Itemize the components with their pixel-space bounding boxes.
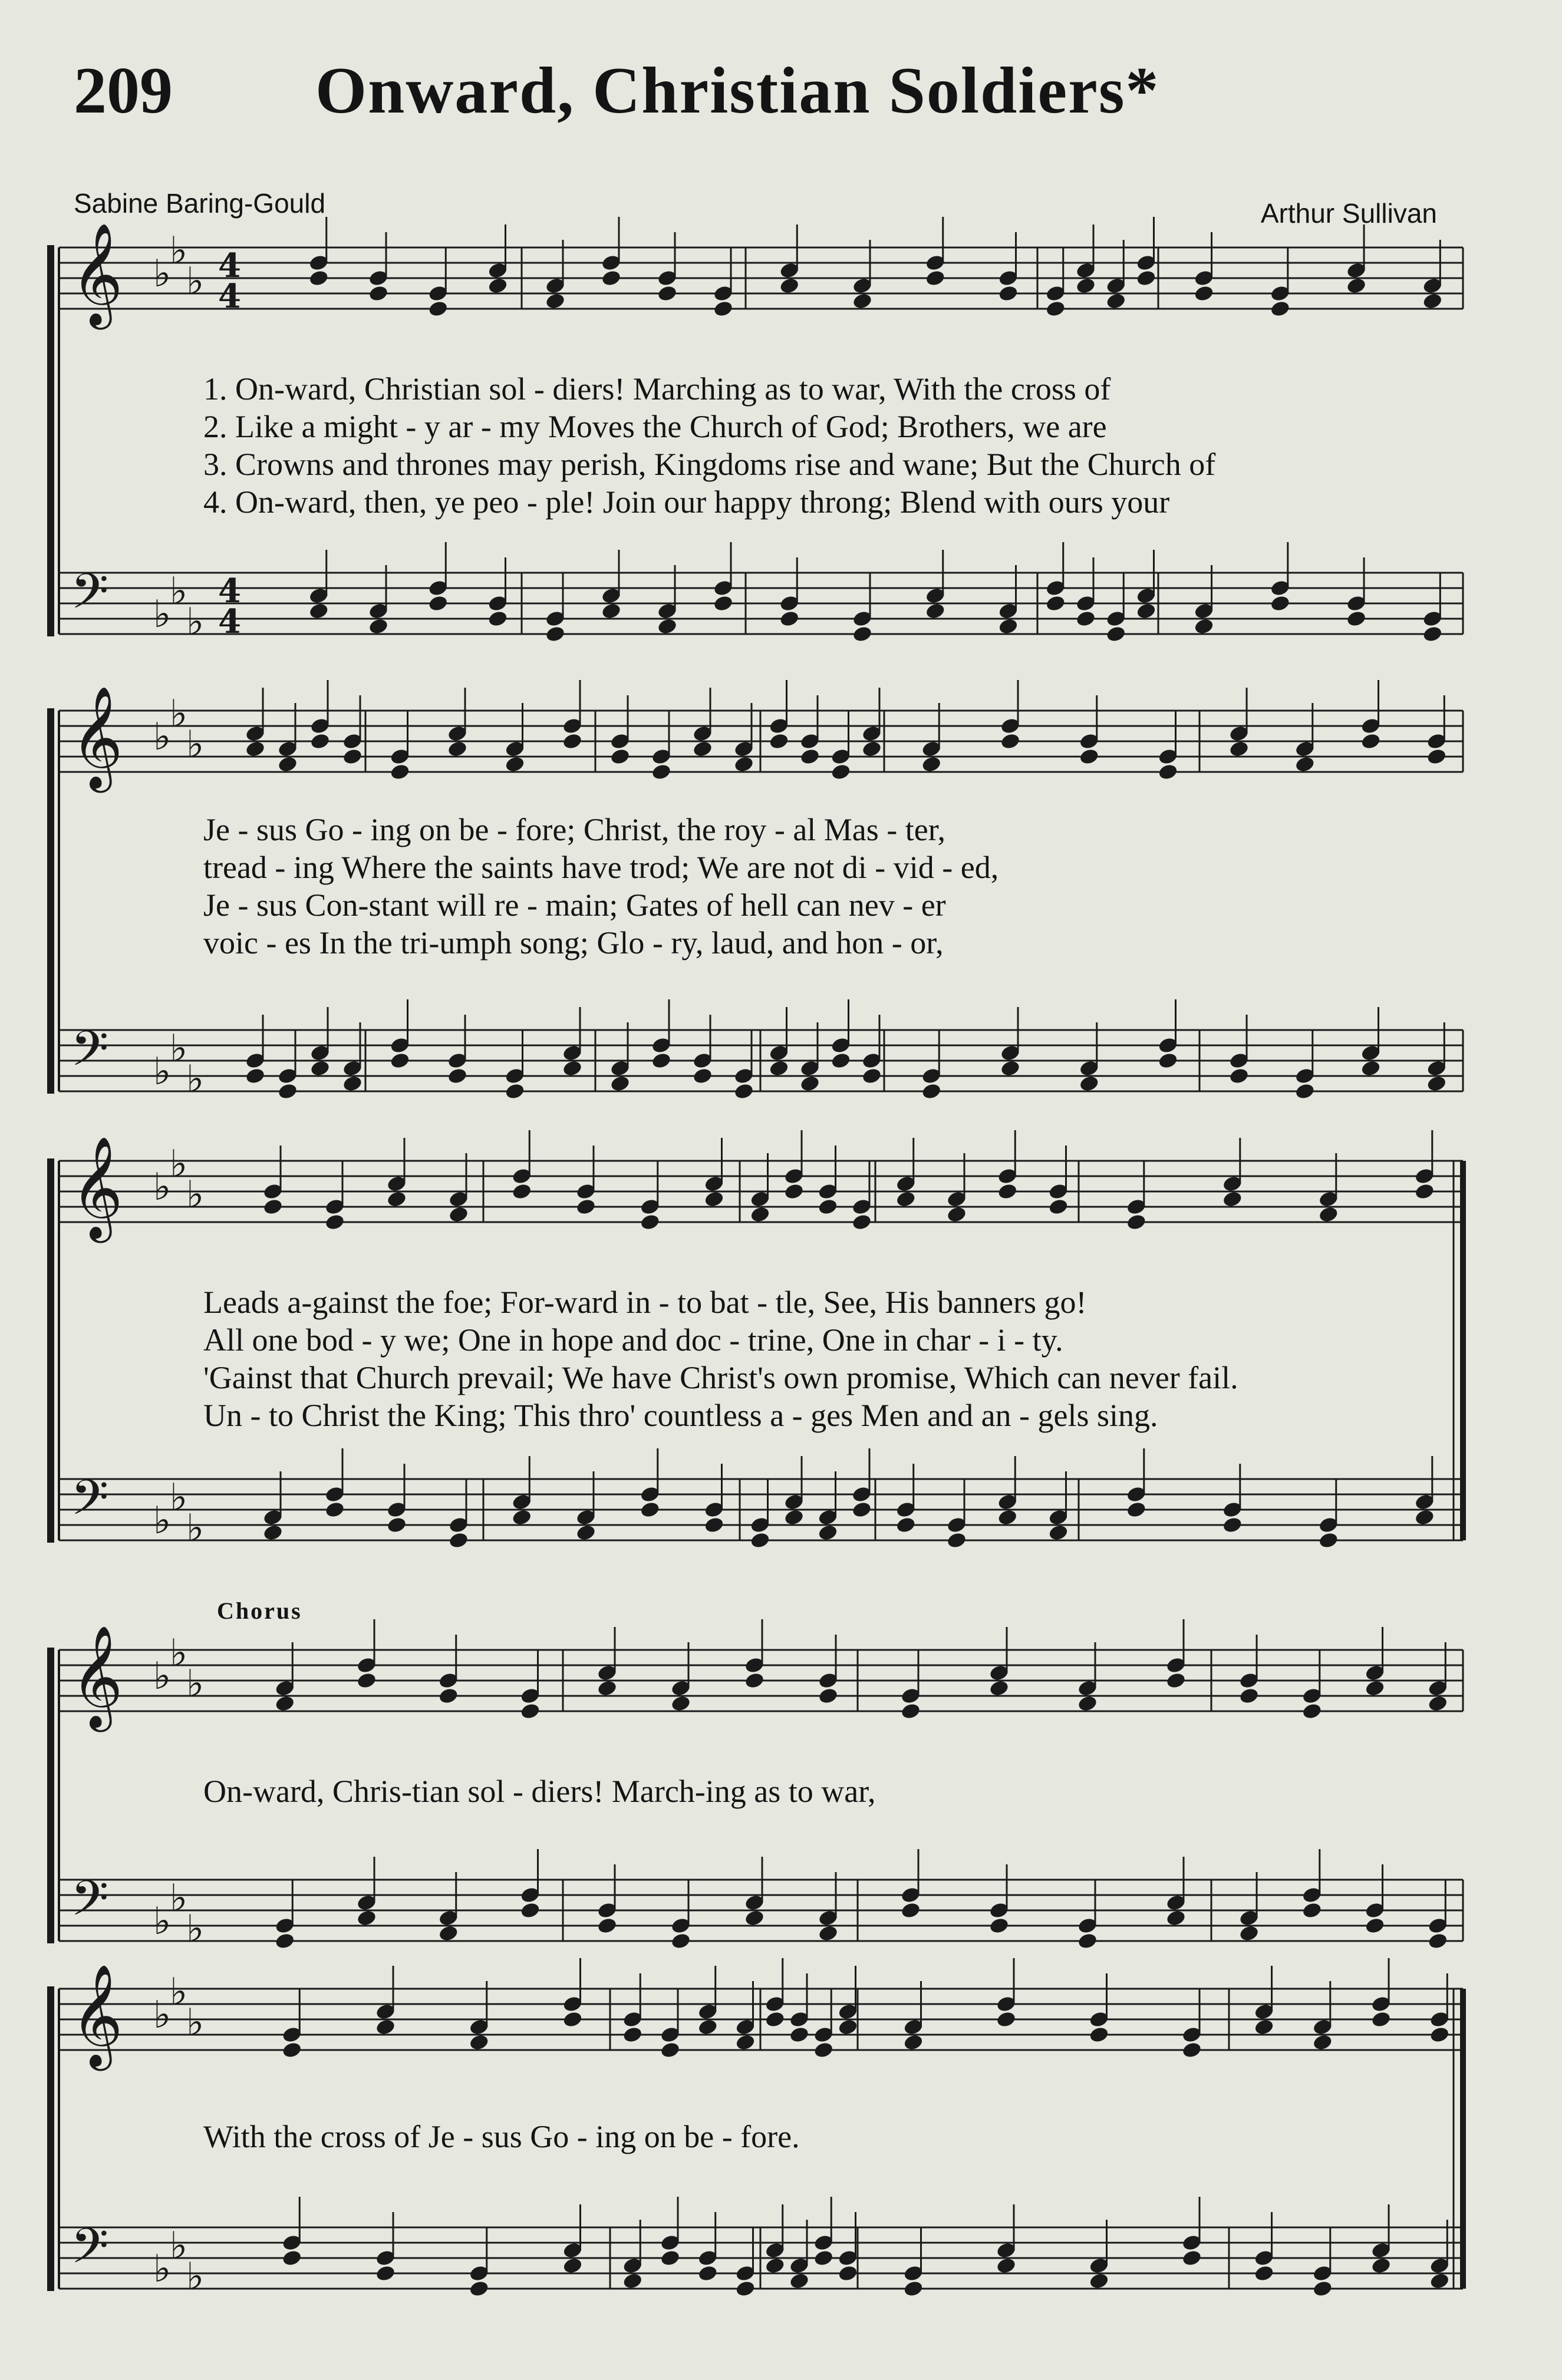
note-head: [622, 2026, 643, 2044]
note-head: [356, 1909, 377, 1927]
note-head: [735, 2280, 756, 2298]
time-signature: 4: [218, 572, 241, 610]
flat-icon: ♭: [170, 2224, 188, 2268]
note-head: [1000, 732, 1021, 751]
note-head: [750, 1531, 771, 1550]
flat-icon: ♭: [170, 1970, 188, 2014]
verse-line: 3. Crowns and thrones may perish, Kingdoms rise and wane; But the Church of: [203, 447, 1216, 482]
note-head: [1075, 277, 1096, 295]
note-head: [900, 1702, 921, 1721]
flat-icon: ♭: [186, 1173, 205, 1217]
chorus-label: Chorus: [217, 1597, 302, 1624]
note-head: [1427, 1932, 1448, 1950]
verse-line: 1. On-ward, Christian sol - diers! Marching as to war, With the cross of: [203, 371, 1111, 407]
note-head: [704, 1190, 725, 1209]
composer-credit: Arthur Sullivan: [1260, 198, 1437, 229]
note-head: [1136, 269, 1157, 288]
flat-icon: ♭: [153, 1499, 172, 1543]
note-head: [622, 2272, 643, 2290]
author-credit: Sabine Baring-Gould: [74, 188, 326, 219]
note-head: [1105, 625, 1126, 643]
flat-icon: ♭: [186, 2255, 205, 2299]
note-head: [713, 595, 734, 613]
hymn-number: 209: [74, 54, 173, 127]
note-head: [998, 285, 1019, 303]
note-head: [277, 755, 298, 774]
note-head: [697, 2018, 719, 2036]
note-head: [427, 300, 449, 318]
verse-line: 2. Like a might - y ar - my Moves the Church of God; Brothers, we are: [203, 409, 1107, 444]
note-head: [609, 1075, 631, 1093]
note-head: [831, 1052, 852, 1070]
note-head: [1222, 1190, 1243, 1209]
note-head: [813, 2249, 834, 2267]
note-head: [921, 1082, 942, 1101]
flat-icon: ♭: [153, 1655, 172, 1698]
flat-icon: ♭: [170, 1143, 188, 1186]
note-head: [1370, 2257, 1392, 2275]
flat-icon: ♭: [170, 1877, 188, 1920]
note-head: [597, 1679, 618, 1698]
note-head: [520, 1902, 541, 1920]
note-head: [274, 1695, 295, 1713]
note-head: [1318, 1531, 1339, 1550]
note-head: [946, 1206, 967, 1224]
note-head: [505, 755, 526, 774]
note-head: [895, 1190, 917, 1209]
note-head: [799, 748, 820, 766]
note-head: [697, 2265, 719, 2283]
note-head: [660, 2249, 681, 2267]
note-head: [818, 1198, 839, 1216]
note-head: [851, 1501, 872, 1519]
note-head: [342, 1075, 363, 1093]
note-head: [1000, 1059, 1021, 1078]
note-head: [562, 2011, 584, 2029]
time-signature: 4: [218, 602, 241, 641]
note-head: [1045, 300, 1066, 318]
note-head: [1181, 2249, 1202, 2267]
note-head: [281, 2041, 302, 2059]
note-head: [1426, 748, 1447, 766]
note-head: [744, 1672, 765, 1690]
note-head: [309, 732, 331, 751]
note-head: [1312, 2034, 1333, 2052]
note-head: [448, 1206, 469, 1224]
note-head: [1089, 2272, 1110, 2290]
note-head: [601, 602, 622, 620]
note-head: [1370, 2011, 1392, 2029]
treble-clef-icon: 𝄞: [71, 1136, 123, 1239]
note-head: [1294, 1082, 1316, 1101]
note-head: [520, 1702, 541, 1721]
note-head: [545, 292, 566, 311]
note-head: [764, 2011, 786, 2029]
note-head: [1346, 277, 1367, 295]
note-head: [245, 1067, 266, 1085]
note-head: [1194, 618, 1215, 636]
note-head: [657, 618, 678, 636]
note-head: [427, 595, 449, 613]
note-head: [487, 277, 509, 295]
note-head: [1426, 1075, 1447, 1093]
verse-line: Un - to Christ the King; This thro' countless a - ges Men and an - gels sing.: [203, 1398, 1158, 1433]
note-head: [903, 2034, 924, 2052]
note-head: [562, 732, 583, 751]
note-head: [670, 1695, 691, 1713]
flat-icon: ♭: [186, 1662, 205, 1706]
flat-icon: ♭: [186, 600, 205, 644]
note-head: [861, 1067, 882, 1085]
note-head: [895, 1516, 917, 1534]
note-head: [1158, 1052, 1179, 1070]
verse-line: Je - sus Con-stant will re - main; Gates of hell can nev - er: [203, 887, 946, 923]
note-head: [1422, 625, 1443, 643]
note-head: [1181, 2041, 1202, 2059]
note-head: [657, 285, 678, 303]
note-head: [1346, 610, 1367, 628]
note-head: [386, 1516, 407, 1534]
note-head: [735, 2034, 756, 2052]
note-head: [1365, 1917, 1386, 1935]
note-head: [368, 618, 389, 636]
flat-icon: ♭: [170, 229, 188, 273]
note-head: [597, 1917, 618, 1935]
flat-icon: ♭: [170, 1476, 188, 1520]
note-head: [769, 732, 790, 751]
note-head: [1294, 755, 1316, 774]
note-head: [998, 618, 1019, 636]
flat-icon: ♭: [186, 723, 205, 767]
verse-line: 4. On-ward, then, ye peo - ple! Join our happy throng; Blend with ours your: [203, 484, 1170, 520]
note-head: [1228, 740, 1250, 758]
note-head: [1165, 1672, 1187, 1690]
note-head: [1165, 1909, 1187, 1927]
note-head: [438, 1687, 459, 1705]
treble-clef-icon: 𝄞: [71, 223, 123, 325]
note-head: [670, 1932, 691, 1950]
note-head: [851, 1213, 872, 1232]
note-head: [713, 300, 734, 318]
note-head: [1079, 1075, 1100, 1093]
note-head: [1075, 610, 1096, 628]
note-head: [988, 1917, 1010, 1935]
note-head: [651, 1052, 672, 1070]
note-head: [562, 2257, 584, 2275]
bass-clef-icon: 𝄢: [71, 1020, 109, 1089]
flat-icon: ♭: [186, 1907, 205, 1951]
flat-icon: ♭: [153, 715, 172, 759]
flat-icon: ♭: [153, 1993, 172, 2037]
note-head: [469, 2034, 490, 2052]
note-head: [511, 1183, 532, 1201]
note-head: [1238, 1687, 1260, 1705]
flat-icon: ♭: [170, 1632, 188, 1675]
note-head: [946, 1531, 967, 1550]
note-head: [447, 1067, 468, 1085]
flat-icon: ♭: [153, 1050, 172, 1094]
note-head: [1238, 1925, 1260, 1943]
note-head: [356, 1672, 377, 1690]
note-head: [733, 755, 754, 774]
verse-line: voic - es In the tri-umph song; Glo - ry, laud, and hon - or,: [203, 925, 944, 960]
note-head: [1270, 595, 1291, 613]
time-signature: 4: [218, 246, 241, 285]
note-head: [511, 1508, 532, 1527]
note-head: [1270, 300, 1291, 318]
flat-icon: ♭: [170, 1027, 188, 1071]
verse-line: Je - sus Go - ing on be - fore; Christ, the roy - al Mas - ter,: [203, 812, 946, 847]
note-head: [1365, 1679, 1386, 1698]
note-head: [438, 1925, 459, 1943]
note-head: [799, 1075, 820, 1093]
note-head: [1254, 2265, 1275, 2283]
note-head: [375, 2265, 396, 2283]
flat-icon: ♭: [186, 2001, 205, 2045]
flat-icon: ♭: [170, 692, 188, 736]
note-head: [1228, 1067, 1250, 1085]
note-head: [308, 602, 329, 620]
note-head: [601, 269, 622, 288]
note-head: [838, 2018, 859, 2036]
note-head: [988, 1679, 1010, 1698]
treble-clef-icon: 𝄞: [71, 686, 123, 788]
hymn-title: Onward, Christian Soldiers*: [315, 54, 1160, 127]
note-head: [779, 610, 800, 628]
note-head: [818, 1925, 839, 1943]
note-head: [390, 763, 411, 781]
note-head: [1414, 1183, 1435, 1201]
note-head: [1312, 2280, 1333, 2298]
note-head: [390, 1052, 411, 1070]
note-head: [308, 269, 329, 288]
note-head: [1126, 1213, 1147, 1232]
flat-icon: ♭: [170, 570, 188, 613]
note-head: [861, 740, 882, 758]
flat-icon: ♭: [186, 1507, 205, 1550]
note-head: [640, 1213, 661, 1232]
note-head: [750, 1206, 771, 1224]
note-head: [487, 610, 509, 628]
note-head: [505, 1082, 526, 1101]
note-head: [769, 1059, 790, 1078]
note-head: [609, 748, 631, 766]
note-head: [575, 1198, 597, 1216]
note-head: [1301, 1902, 1323, 1920]
note-head: [1089, 2026, 1110, 2044]
note-head: [575, 1524, 597, 1542]
note-head: [1429, 2026, 1450, 2044]
bass-clef-icon: 𝄢: [71, 2217, 109, 2286]
note-head: [789, 2026, 810, 2044]
note-head: [448, 1531, 469, 1550]
flat-icon: ♭: [186, 1058, 205, 1101]
verse-line: Leads a-gainst the foe; For-ward in - to bat - tle, See, His banners go!: [203, 1285, 1087, 1320]
note-head: [309, 1059, 331, 1078]
note-head: [469, 2280, 490, 2298]
note-head: [692, 740, 713, 758]
note-head: [386, 1190, 407, 1209]
note-head: [447, 740, 468, 758]
note-head: [324, 1501, 345, 1519]
note-head: [997, 1508, 1018, 1527]
flat-icon: ♭: [186, 260, 205, 303]
note-head: [1077, 1932, 1098, 1950]
note-head: [651, 763, 672, 781]
verse-line: 'Gainst that Church prevail; We have Christ's own promise, Which can never fail.: [203, 1360, 1238, 1395]
note-head: [324, 1213, 345, 1232]
note-head: [342, 748, 363, 766]
note-head: [281, 2249, 302, 2267]
note-head: [1126, 1501, 1147, 1519]
note-head: [925, 602, 946, 620]
note-head: [262, 1198, 284, 1216]
note-head: [783, 1183, 805, 1201]
note-head: [925, 269, 946, 288]
bass-clef-icon: 𝄢: [71, 1469, 109, 1538]
note-head: [545, 625, 566, 643]
note-head: [368, 285, 389, 303]
note-head: [831, 763, 852, 781]
note-head: [783, 1508, 805, 1527]
note-head: [996, 2257, 1017, 2275]
note-head: [274, 1932, 295, 1950]
note-head: [1045, 595, 1066, 613]
note-head: [1194, 285, 1215, 303]
note-head: [1158, 763, 1179, 781]
note-head: [996, 2011, 1017, 2029]
note-head: [852, 292, 873, 311]
note-head: [733, 1082, 754, 1101]
note-head: [1077, 1695, 1098, 1713]
note-head: [1422, 292, 1443, 311]
note-head: [1079, 748, 1100, 766]
note-head: [1254, 2018, 1275, 2036]
flat-icon: ♭: [153, 252, 172, 296]
note-head: [1360, 1059, 1382, 1078]
note-head: [1222, 1516, 1243, 1534]
note-head: [1048, 1524, 1069, 1542]
note-head: [1427, 1695, 1448, 1713]
note-head: [1429, 2272, 1450, 2290]
bass-clef-icon: 𝄢: [71, 563, 109, 632]
note-head: [744, 1909, 765, 1927]
note-head: [997, 1183, 1018, 1201]
note-head: [1136, 602, 1157, 620]
note-head: [692, 1067, 713, 1085]
time-signature: 4: [218, 277, 241, 316]
note-head: [1048, 1198, 1069, 1216]
note-head: [818, 1524, 839, 1542]
note-head: [640, 1501, 661, 1519]
note-head: [818, 1687, 839, 1705]
flat-icon: ♭: [153, 593, 172, 636]
treble-clef-icon: 𝄞: [71, 1625, 123, 1728]
chorus-line: On-ward, Chris-tian sol - diers! March-ing as to war,: [203, 1774, 876, 1809]
bass-clef-icon: 𝄢: [71, 1870, 109, 1939]
note-head: [779, 277, 800, 295]
note-head: [660, 2041, 681, 2059]
flat-icon: ♭: [153, 2247, 172, 2291]
note-head: [838, 2265, 859, 2283]
verse-line: tread - ing Where the saints have trod; We are not di - vid - ed,: [203, 850, 999, 885]
note-head: [375, 2018, 396, 2036]
note-head: [1301, 1702, 1323, 1721]
note-head: [1360, 732, 1382, 751]
chorus-line: With the cross of Je - sus Go - ing on be - fore.: [203, 2119, 800, 2154]
treble-clef-icon: 𝄞: [71, 1964, 123, 2067]
note-head: [1414, 1508, 1435, 1527]
flat-icon: ♭: [153, 1166, 172, 1209]
note-head: [900, 1902, 921, 1920]
note-head: [277, 1082, 298, 1101]
note-head: [852, 625, 873, 643]
note-head: [245, 740, 266, 758]
note-head: [562, 1059, 583, 1078]
note-head: [813, 2041, 834, 2059]
note-head: [903, 2280, 924, 2298]
note-head: [1105, 292, 1126, 311]
note-head: [921, 755, 942, 774]
note-head: [262, 1524, 284, 1542]
note-head: [704, 1516, 725, 1534]
note-head: [789, 2272, 810, 2290]
note-head: [1318, 1206, 1339, 1224]
note-head: [764, 2257, 786, 2275]
verse-line: All one bod - y we; One in hope and doc - trine, One in char - i - ty.: [203, 1322, 1063, 1358]
flat-icon: ♭: [153, 1900, 172, 1943]
